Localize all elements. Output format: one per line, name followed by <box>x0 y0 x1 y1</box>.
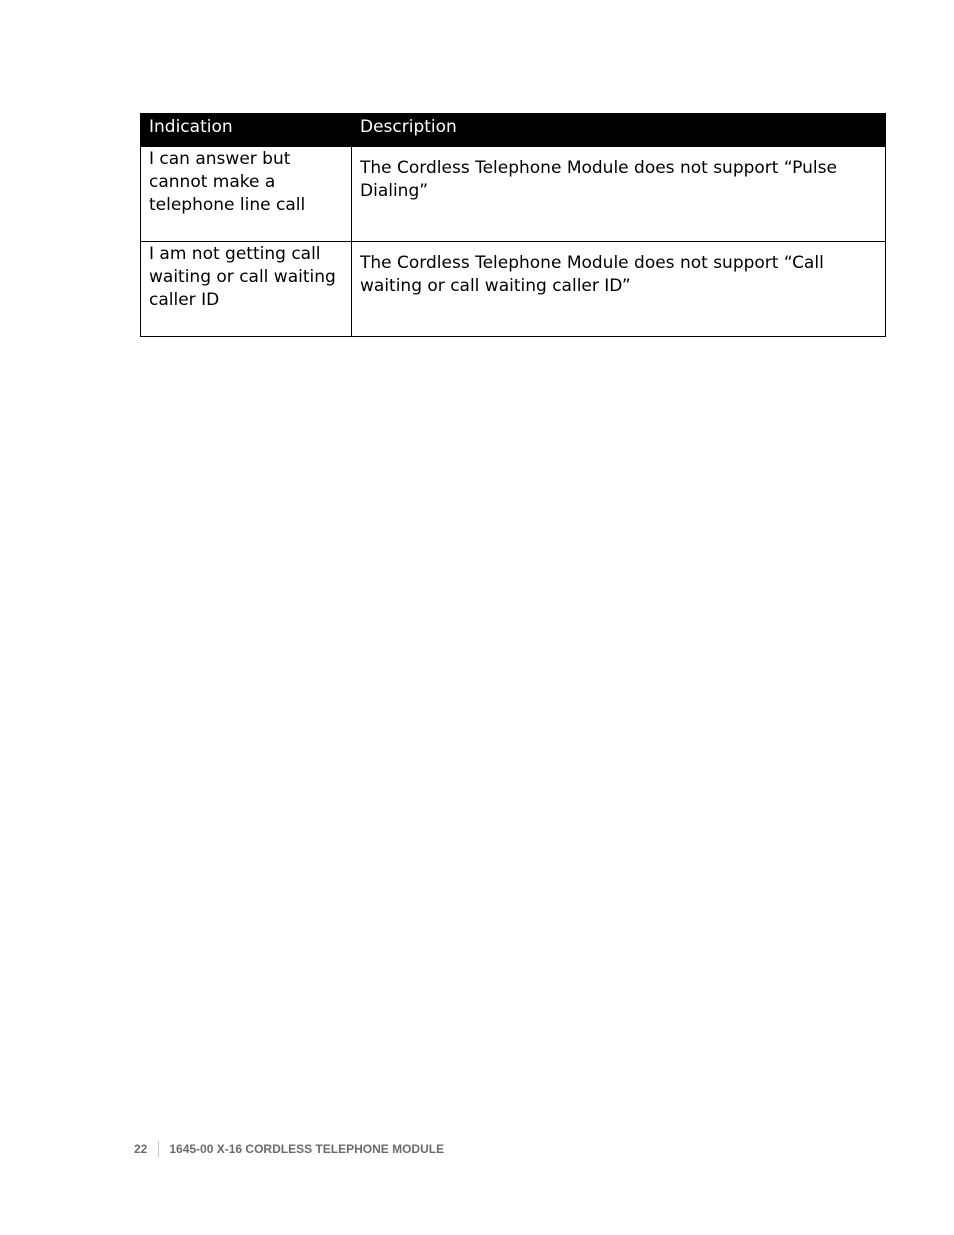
table-body <box>141 147 886 337</box>
column-header-indication: Indication <box>141 114 352 147</box>
description-cell: The Cordless Telephone Module does not support “Pulse Dialing” <box>352 147 886 242</box>
table-header-row <box>141 114 886 147</box>
table-row <box>141 242 886 337</box>
footer-divider <box>158 1141 159 1157</box>
description-cell: The Cordless Telephone Module does not support “Call waiting or call waiting caller ID” <box>352 242 886 337</box>
document-title: 1645-00 X-16 CORDLESS TELEPHONE MODULE <box>169 1142 445 1156</box>
table-header <box>141 114 886 147</box>
page-number: 22 <box>134 1142 148 1156</box>
table-row <box>141 147 886 242</box>
page-footer <box>134 1141 444 1157</box>
troubleshooting-table <box>140 113 886 337</box>
column-header-description: Description <box>352 114 886 147</box>
indication-cell: I am not getting call waiting or call waiting caller ID <box>141 242 352 337</box>
indication-cell: I can answer but cannot make a telephone line call <box>141 147 352 242</box>
